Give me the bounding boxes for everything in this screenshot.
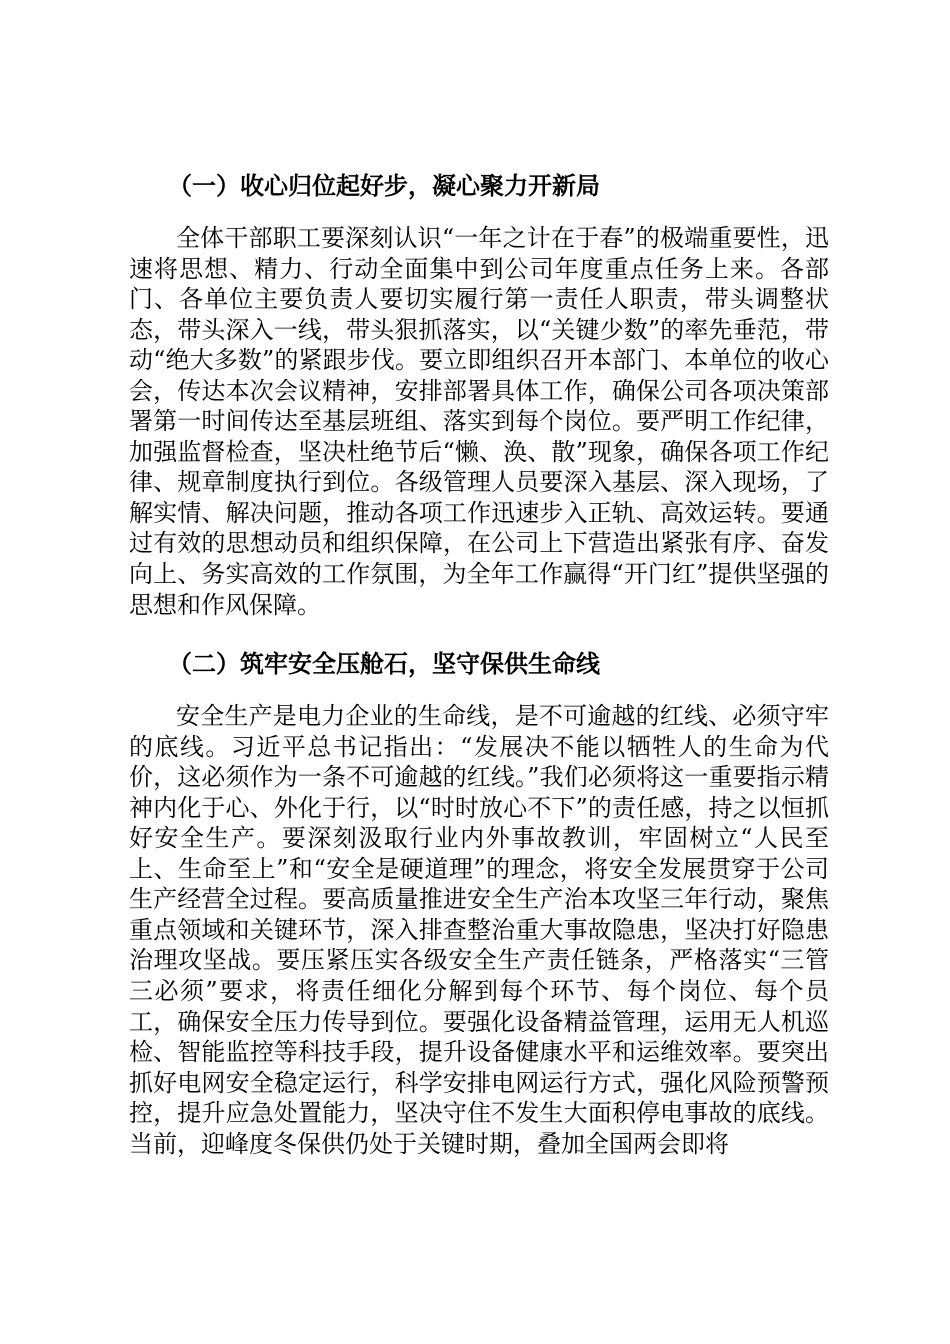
section-heading-1: （一）收心归位起好步，凝心聚力开新局 bbox=[168, 172, 600, 200]
spacer bbox=[129, 208, 829, 223]
section-paragraph-1: 全体干部职工要深刻认识“一年之计在于春”的极端重要性，迅速将思想、精力、行动全面集中到公司年度重点任务上来。各部门、各单位主要负责人要切实履行第一责任人职责，带头调整状态，带头深入一线，带头狠抓落实，以“关键少数”的率先垂范，带动“绝大多数”的紧跟步伐。要立即组织召开本部门、本单位的收心会，传达本次会议精神，安排部署具体工作，确保公司各项决策部署第一时间传达至基层班组、落实到每个岗位。要严明工作纪律，加强监督检查，坚决杜绝节后“懒、涣、散”现象，确保各项工作纪律、规章制度执行到位。各级管理人员要深入基层、深入现场，了解实情、解决问题，推动各项工作迅速步入正轨、高效运转。要通过有效的思想动员和组织保障，在公司上下营造出紧张有序、奋发向上、务实高效的工作氛围，为全年工作赢得“开门红”提供坚强的思想和作风保障。 bbox=[129, 224, 829, 619]
spacer bbox=[129, 620, 829, 642]
section-heading-2: （二）筑牢安全压舱石，坚守保供生命线 bbox=[168, 650, 600, 679]
spacer bbox=[129, 686, 829, 701]
document-body bbox=[129, 164, 829, 1159]
section-paragraph-2: 安全生产是电力企业的生命线，是不可逾越的红线、必须守牢的底线。习近平总书记指出：“发展决不能以牺牲人的生命为代价，这必须作为一条不可逾越的红线。”我们必须将这一重要指示精神内化于心、外化于行，以“时时放心不下”的责任感，持之以恒抓好安全生产。要深刻汲取行业内外事故教训，牢固树立“人民至上、生命至上”和“安全是硬道理”的理念，将安全发展贯穿于公司生产经营全过程。要高质量推进安全生产治本攻坚三年行动，聚焦重点领域和关键环节，深入排查整治重大事故隐患，坚决打好隐患治理攻坚战。要压紧压实各级安全生产责任链条，严格落实“三管三必须”要求，将责任细化分解到每个环节、每个岗位、每个员工，确保安全压力传导到位。要强化设备精益管理，运用无人机巡检、智能监控等科技手段，提升设备健康水平和运维效率。要突出抓好电网安全稳定运行，科学安排电网运行方式，强化风险预警预控，提升应急处置能力，坚决守住不发生大面积停电事故的底线。当前，迎峰度冬保供仍处于关键时期，叠加全国两会即将 bbox=[129, 702, 829, 1158]
